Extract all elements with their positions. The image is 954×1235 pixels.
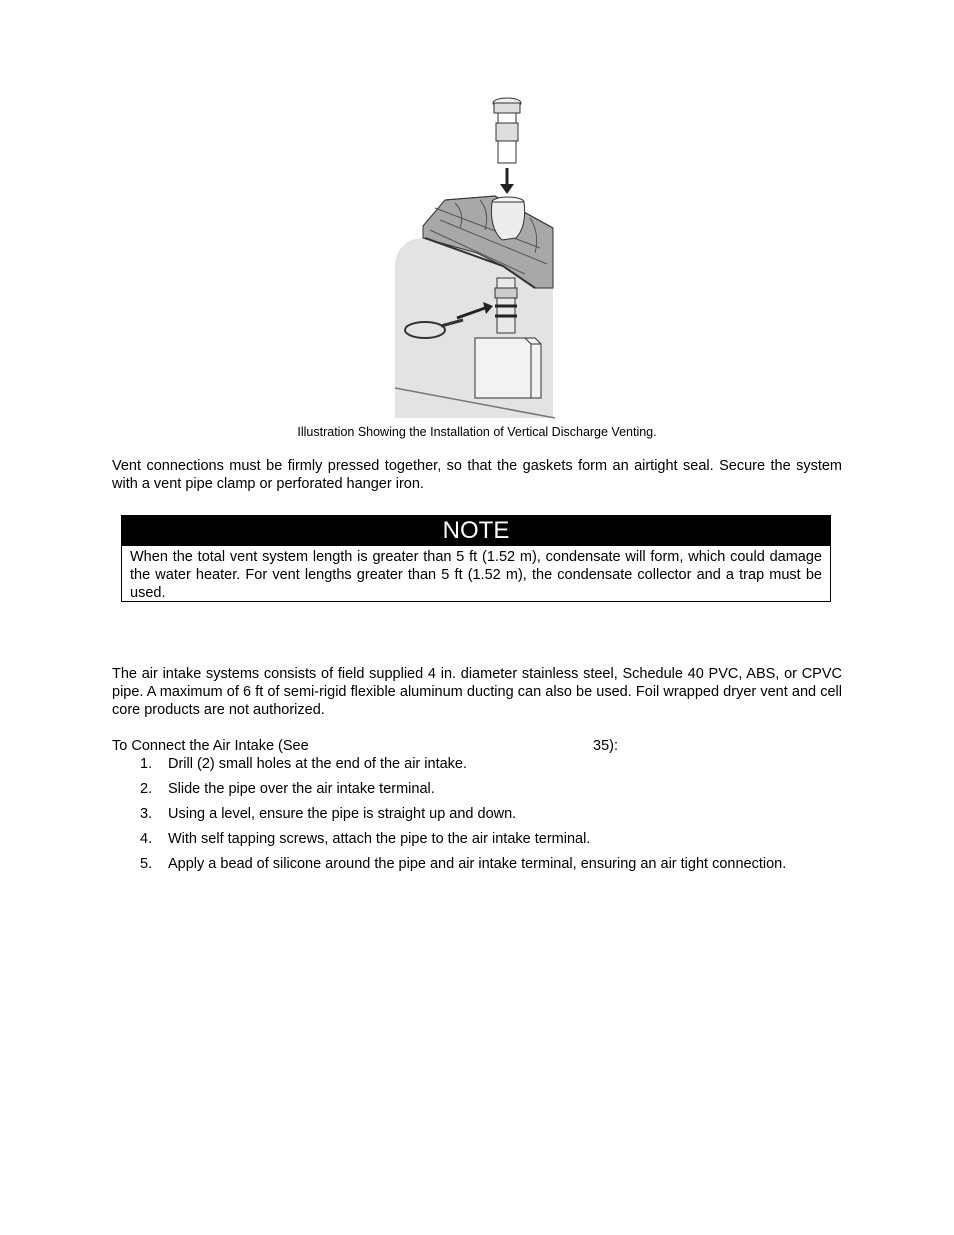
list-item (112, 805, 852, 830)
step-number: 5. (140, 856, 153, 872)
step-number: 3. (140, 806, 153, 822)
step-number: 4. (140, 831, 153, 847)
step-number: 1. (140, 756, 153, 772)
note-text: When the total vent system length is greater than 5 ft (1.52 m), condensate will form, which could damage the water heater. For vent lengths greater than 5 ft (1.52 m), the condensate collector and a trap must be used. (130, 549, 822, 601)
list-item (112, 780, 852, 805)
vent-connections-paragraph: Vent connections must be firmly pressed together, so that the gaskets form an airtight seal. Secure the system with a vent pipe clamp or perforated hanger iron. (112, 458, 842, 492)
intro-text-after: 35): (593, 738, 618, 754)
note-box (121, 515, 831, 602)
list-item (112, 855, 852, 880)
step-text: Drill (2) small holes at the end of the air intake. (168, 756, 467, 772)
connect-air-intake-intro (112, 737, 842, 755)
list-item (112, 755, 852, 780)
note-title: NOTE (122, 516, 830, 546)
vertical-venting-illustration (385, 88, 565, 423)
step-text: Slide the pipe over the air intake terminal. (168, 781, 435, 797)
figure-caption: Illustration Showing the Installation of Vertical Discharge Venting. (297, 425, 657, 439)
list-item (112, 830, 852, 855)
intro-text-before: To Connect the Air Intake (See (112, 738, 309, 754)
step-text: With self tapping screws, attach the pipe to the air intake terminal. (168, 831, 591, 847)
step-text: Apply a bead of silicone around the pipe and air intake terminal, ensuring an air tight connection. (168, 856, 787, 872)
air-intake-paragraph: The air intake systems consists of field supplied 4 in. diameter stainless steel, Schedule 40 PVC, ABS, or CPVC pipe. A maximum of 6 ft of semi-rigid flexible aluminum ducting can also be used. Foil wrapped dryer vent and cell core products are not authorized. (112, 666, 842, 718)
step-number: 2. (140, 781, 153, 797)
step-text: Using a level, ensure the pipe is straight up and down. (168, 806, 517, 822)
connection-steps-list (112, 755, 852, 880)
